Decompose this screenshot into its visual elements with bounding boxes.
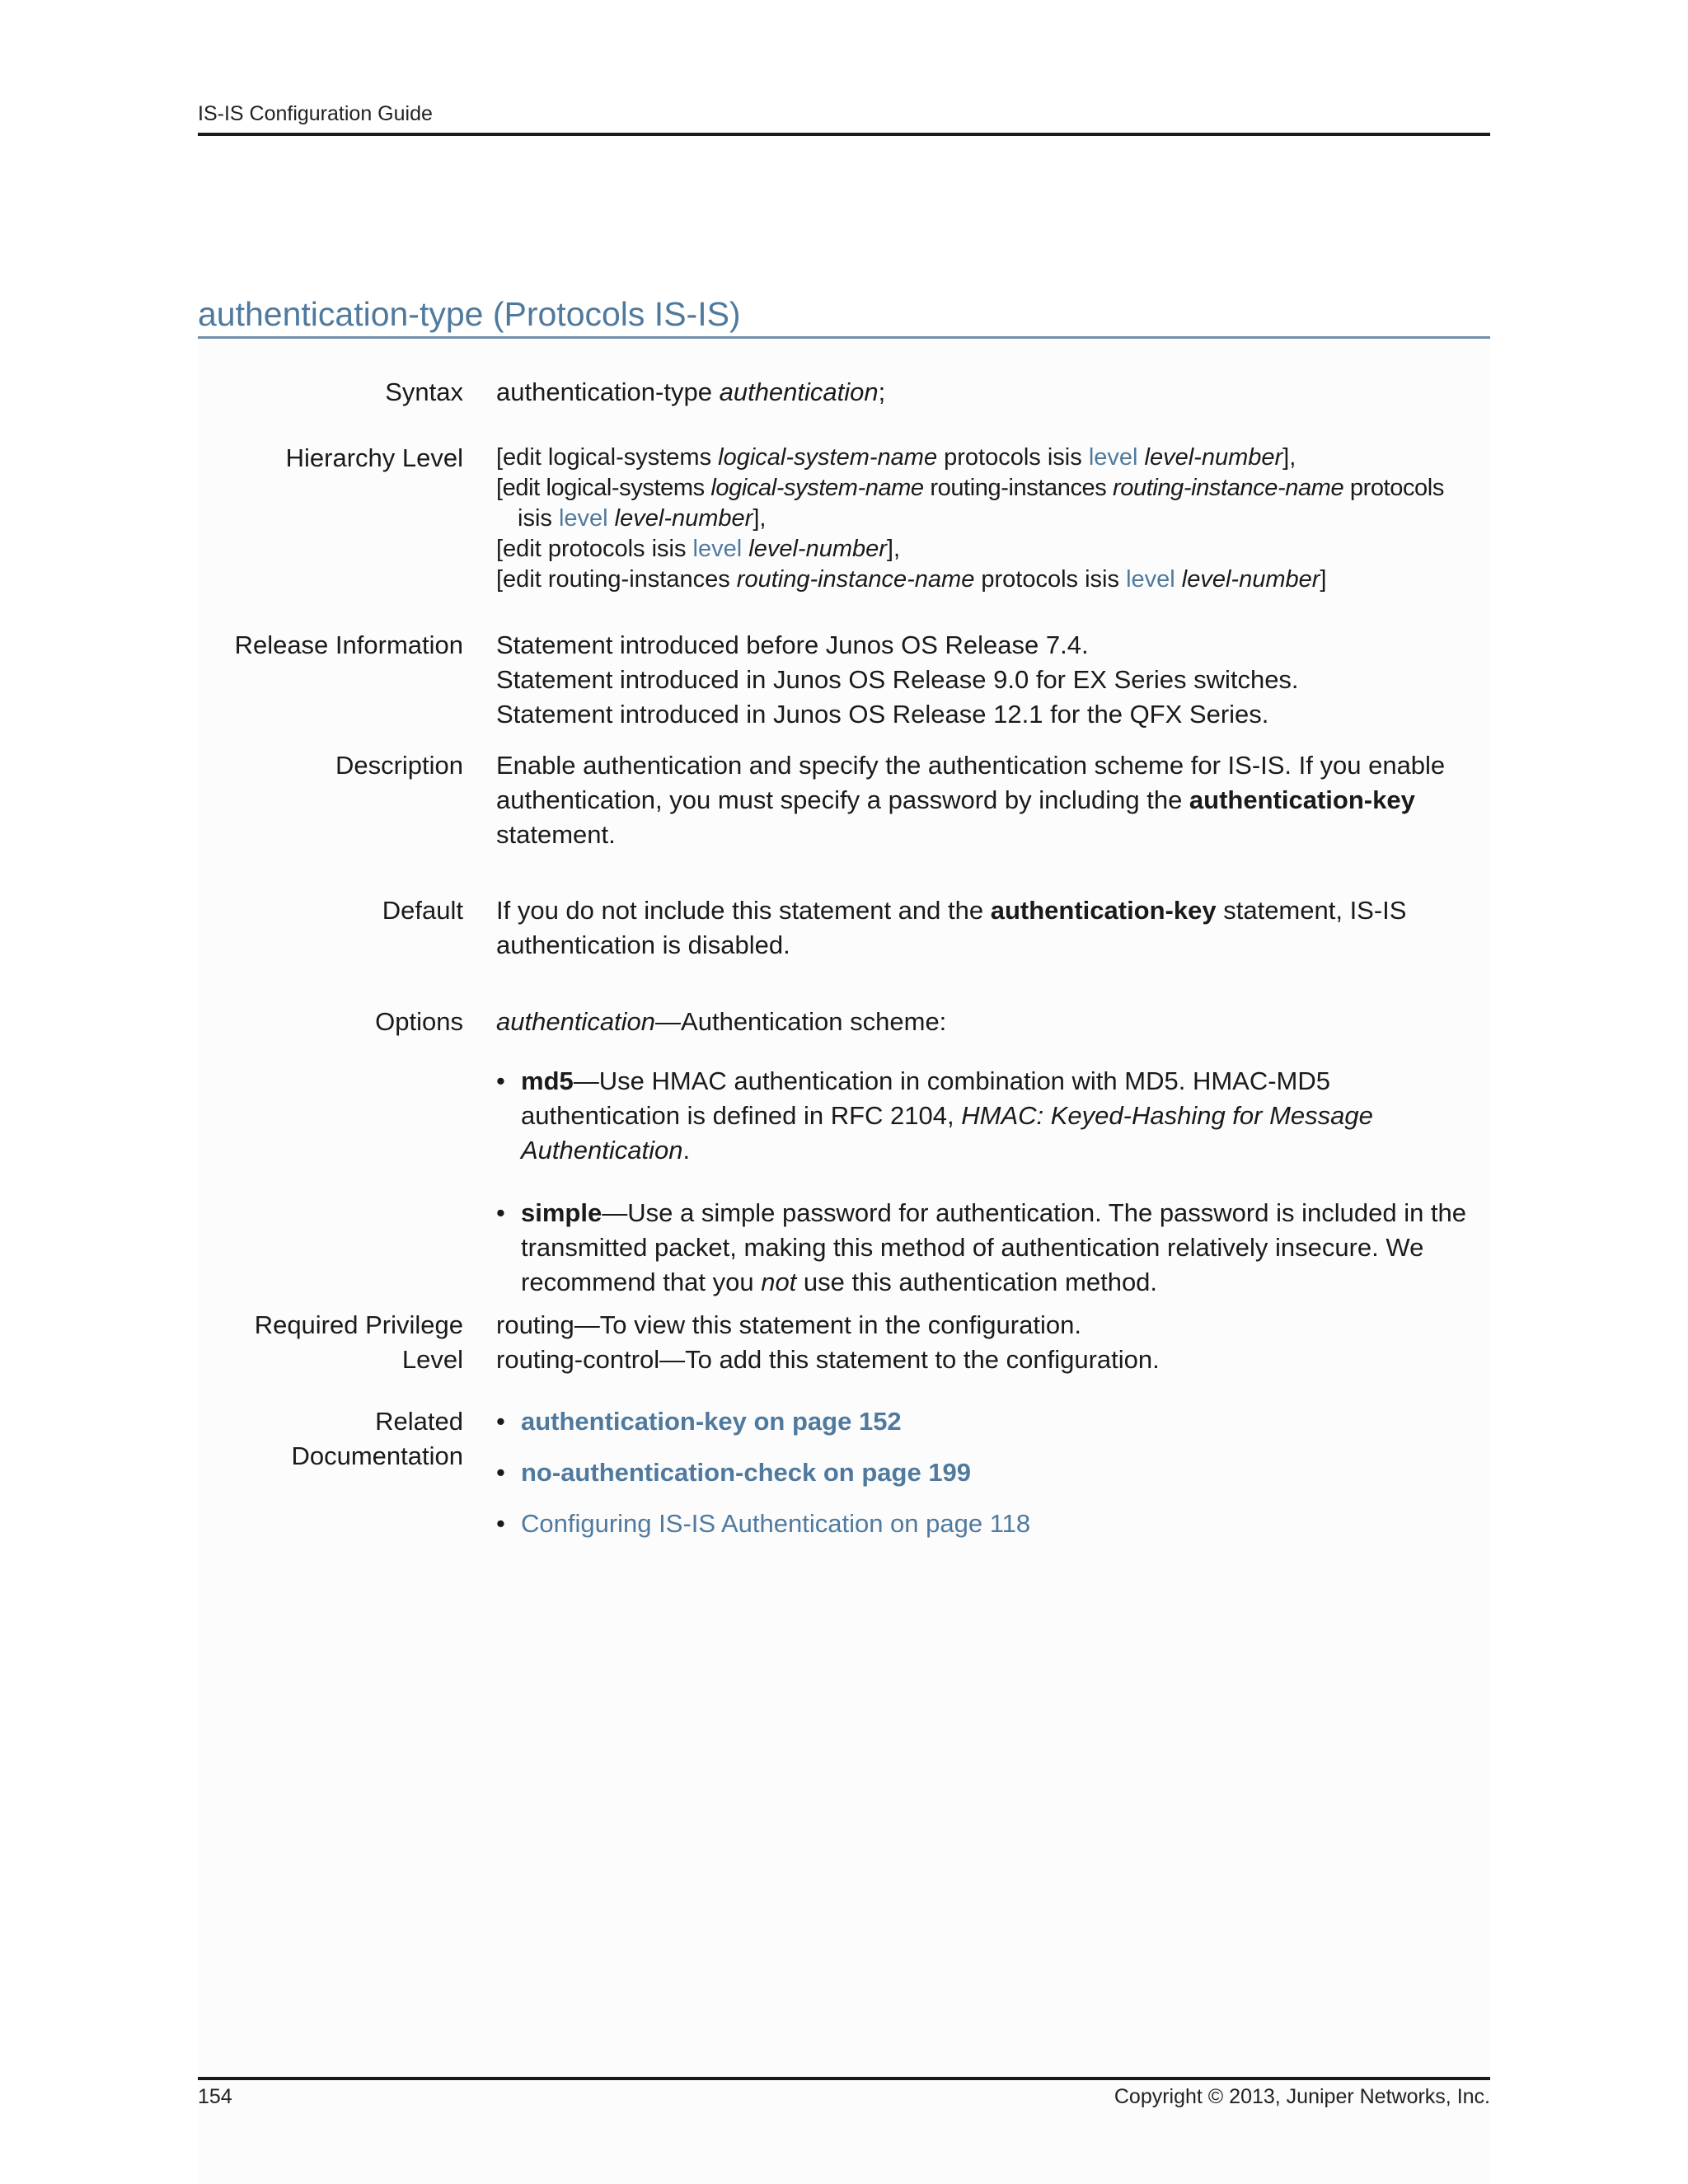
label-required-privilege-level [255,1308,463,1377]
footer-rule [198,2077,1490,2080]
options-intro-text: —Authentication scheme: [655,1007,947,1036]
syntax-statement: authentication-type [496,377,712,406]
hierarchy-text: ], [1282,444,1296,471]
hierarchy-level-link[interactable]: level [692,536,743,562]
description-part: statement. [496,820,616,849]
hierarchy-variable: level-number [1144,444,1283,471]
label-options: Options [375,1007,463,1036]
related-link-configuring-isis-authentication[interactable]: Configuring IS-IS Authentication on page 118 [521,1509,1031,1538]
label-default: Default [382,896,463,925]
related-link-authentication-key[interactable]: authentication-key on page 152 [521,1407,902,1436]
hierarchy-block [496,443,1490,595]
page-title: authentication-type (Protocols IS-IS) [198,295,741,333]
hierarchy-text: protocols isis [937,444,1089,471]
hierarchy-variable: routing-instance-name [1113,475,1344,501]
options-variable: authentication [496,1007,656,1036]
syntax-block [496,375,1490,410]
hierarchy-variable: routing-instance-name [736,566,975,593]
option-md5-text: . [682,1136,691,1165]
default-block [496,893,1490,963]
syntax-line [496,375,1490,410]
hierarchy-line [496,443,1490,473]
header-rule [198,133,1490,136]
label-syntax: Syntax [385,377,463,406]
hierarchy-variable: logical-system-name [710,475,924,501]
option-md5-reference: HMAC: Keyed-Hashing for Message Authentication [521,1101,1373,1165]
release-line: Statement introduced before Junos OS Release 7.4. [496,630,1089,659]
hierarchy-line [496,534,1490,565]
hierarchy-text: protocols [1343,475,1444,501]
label-related-documentation [291,1404,463,1474]
hierarchy-level-link[interactable]: level [1088,444,1138,471]
hierarchy-text: protocols isis [974,566,1127,593]
label-hierarchy-level: Hierarchy Level [285,443,463,472]
hierarchy-text: isis [518,505,559,532]
hierarchy-text: [edit routing-instances [496,566,737,593]
hierarchy-line [496,565,1490,595]
default-text [496,893,1490,963]
hierarchy-text: [edit protocols isis [496,536,693,562]
hierarchy-level-link[interactable]: level [1126,566,1175,593]
options-intro [496,1005,1490,1039]
syntax-variable: authentication [719,377,879,406]
hierarchy-text [608,505,615,532]
hierarchy-text: routing-instances [923,475,1114,501]
running-header: IS-IS Configuration Guide [198,102,433,125]
hierarchy-level-link[interactable]: level [558,505,608,532]
hierarchy-text: ], [753,505,767,532]
hierarchy-variable: level-number [748,536,887,562]
hierarchy-variable: level-number [1181,566,1320,593]
option-simple [496,1196,1490,1300]
option-simple-keyword: simple [521,1198,603,1227]
description-block [496,748,1490,852]
hierarchy-text [1137,444,1144,471]
page-number: 154 [198,2085,232,2108]
hierarchy-text: ] [1320,566,1327,593]
related-documentation-list [496,1404,1490,1541]
related-link-no-authentication-check[interactable]: no-authentication-check on page 199 [521,1458,972,1487]
option-simple-emphasis: not [761,1268,797,1296]
hierarchy-line [496,473,1490,504]
default-part: If you do not include this statement and the [496,896,991,925]
hierarchy-text: ], [886,536,901,562]
option-simple-text: use this authentication method. [796,1268,1158,1296]
option-md5 [496,1064,1490,1168]
description-keyword: authentication-key [1189,785,1415,814]
syntax-terminator: ; [878,377,886,406]
description-part: Enable authentication and specify the authentication scheme for IS-IS. If you enable authentication, you must specify a password by including the [496,751,1446,814]
label-release-information: Release Information [234,630,463,659]
label-line: Required Privilege [254,1310,463,1339]
release-block [496,628,1490,732]
hierarchy-line [496,504,1490,534]
hierarchy-text: [edit logical-systems [496,444,719,471]
description-text [496,748,1490,852]
hierarchy-variable: level-number [614,505,753,532]
option-simple-text: —Use a simple password for authentication. The password is included in the transmitted packet, making this method of authentication relatively insecure. We recommend that you [521,1198,1467,1296]
related-item [496,1404,1490,1439]
release-line: Statement introduced in Junos OS Release 12.1 for the QFX Series. [496,700,1269,729]
option-md5-text: —Use HMAC authentication in combination with MD5. HMAC-MD5 authentication is defined in RFC 2104, [521,1066,1331,1130]
privilege-line: routing-control—To add this statement to the configuration. [496,1345,1160,1374]
label-description: Description [335,751,463,780]
label-line: Level [401,1345,463,1374]
label-line: Documentation [291,1441,463,1470]
hierarchy-text [1175,566,1182,593]
option-md5-keyword: md5 [521,1066,574,1095]
hierarchy-text: [edit logical-systems [496,475,711,501]
copyright-notice: Copyright © 2013, Juniper Networks, Inc. [1114,2085,1490,2108]
label-line: Related [375,1407,463,1436]
default-part: statement, IS-IS authentication is disabled. [496,896,1407,959]
options-block [496,1005,1490,1300]
related-item [496,1455,1490,1490]
privilege-line: routing—To view this statement in the configuration. [496,1310,1081,1339]
hierarchy-variable: logical-system-name [718,444,938,471]
title-rule [198,336,1490,339]
privilege-block [496,1308,1490,1377]
release-line: Statement introduced in Junos OS Release 9.0 for EX Series switches. [496,665,1299,694]
related-item [496,1507,1490,1541]
default-keyword: authentication-key [990,896,1217,925]
